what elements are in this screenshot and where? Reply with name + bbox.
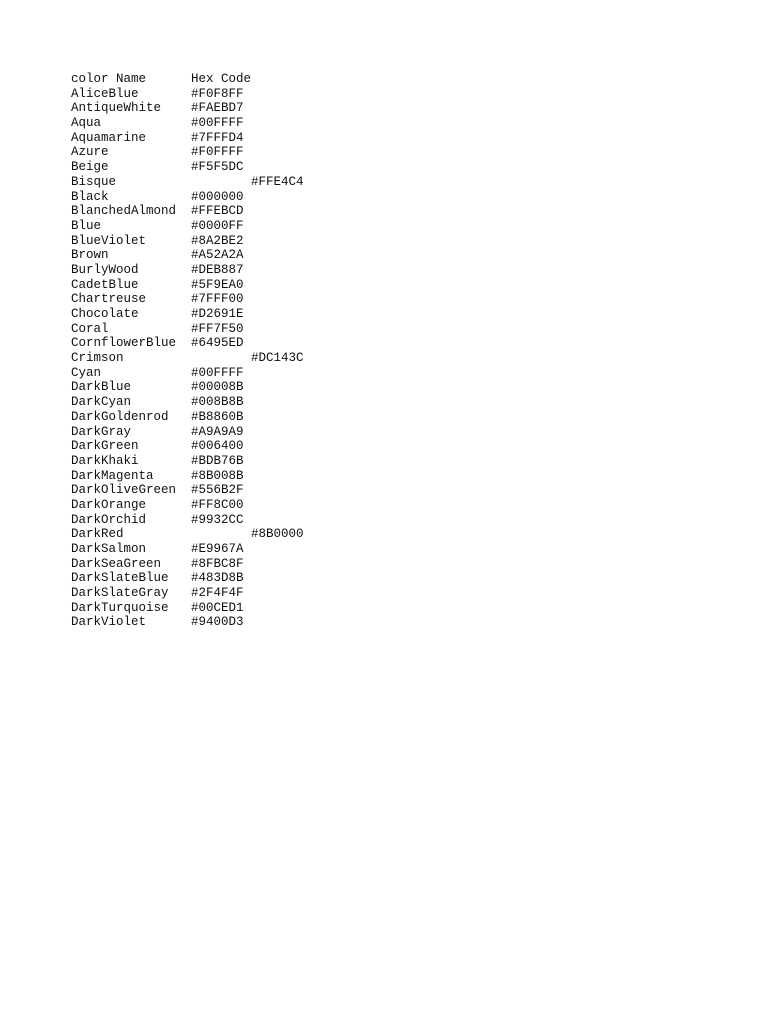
table-row: DarkTurquoise #00CED1 — [71, 600, 244, 615]
table-row: Azure #F0FFFF — [71, 145, 244, 160]
table-row: Coral #FF7F50 — [71, 321, 244, 336]
table-row: DarkSeaGreen #8FBC8F — [71, 556, 244, 571]
table-row: Blue #0000FF — [71, 218, 244, 233]
table-row: BurlyWood #DEB887 — [71, 262, 244, 277]
table-row: DarkOrange #FF8C00 — [71, 497, 244, 512]
table-row: DarkOrchid #9932CC — [71, 512, 244, 527]
table-row: BlueViolet #8A2BE2 — [71, 233, 244, 248]
table-row: CornflowerBlue #6495ED — [71, 336, 244, 351]
table-row: Crimson #DC143C — [71, 351, 304, 366]
table-row: DarkGreen #006400 — [71, 439, 244, 454]
table-row: Aqua #00FFFF — [71, 116, 244, 131]
table-row: BlanchedAlmond #FFEBCD — [71, 204, 244, 219]
table-row: Beige #F5F5DC — [71, 160, 244, 175]
table-row: DarkSlateGray #2F4F4F — [71, 586, 244, 601]
table-row: DarkViolet #9400D3 — [71, 615, 244, 630]
table-row: Cyan #00FFFF — [71, 365, 244, 380]
table-row: DarkMagenta #8B008B — [71, 468, 244, 483]
table-header: color Name Hex Code — [71, 72, 252, 86]
table-row: DarkCyan #008B8B — [71, 395, 244, 410]
table-row: DarkGoldenrod #B8860B — [71, 409, 244, 424]
table-row: DarkKhaki #BDB76B — [71, 453, 244, 468]
table-row: AliceBlue #F0F8FF — [71, 86, 244, 101]
table-row: DarkRed #8B0000 — [71, 527, 304, 542]
table-row: Aquamarine #7FFFD4 — [71, 130, 244, 145]
table-row: DarkGray #A9A9A9 — [71, 424, 244, 439]
table-row: DarkOliveGreen #556B2F — [71, 483, 244, 498]
table-row: CadetBlue #5F9EA0 — [71, 277, 244, 292]
table-row: AntiqueWhite #FAEBD7 — [71, 101, 244, 116]
table-row: Chartreuse #7FFF00 — [71, 292, 244, 307]
table-row: Chocolate #D2691E — [71, 307, 244, 321]
table-row: DarkSalmon #E9967A — [71, 542, 244, 556]
table-row: DarkSlateBlue #483D8B — [71, 571, 244, 586]
table-row: Brown #A52A2A — [71, 248, 244, 263]
table-row: Black #000000 — [71, 189, 244, 204]
color-table-document — [71, 72, 304, 630]
table-row: Bisque #FFE4C4 — [71, 174, 304, 189]
table-row: DarkBlue #00008B — [71, 380, 244, 395]
